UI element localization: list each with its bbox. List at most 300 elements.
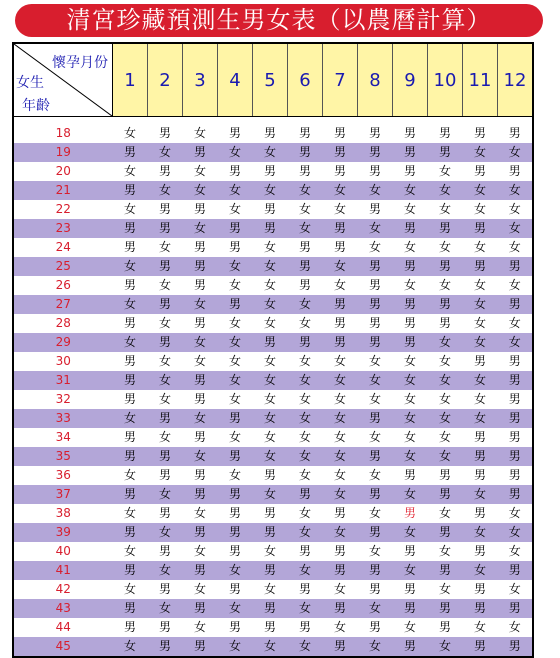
gender-cell: 男 — [358, 257, 393, 276]
gender-cell: 女 — [428, 542, 463, 561]
gender-cell: 女 — [148, 599, 183, 618]
table-row — [13, 542, 533, 561]
gender-cell: 男 — [288, 580, 323, 599]
gender-cell: 女 — [288, 295, 323, 314]
gender-cell: 女 — [288, 314, 323, 333]
gender-cell: 男 — [358, 124, 393, 143]
gender-cell: 男 — [183, 466, 218, 485]
table-row — [13, 333, 533, 352]
gender-cell: 女 — [288, 504, 323, 523]
gender-cell: 女 — [358, 637, 393, 657]
gender-cell: 女 — [218, 390, 253, 409]
age-cell: 44 — [13, 618, 113, 637]
month-header-5: 5 — [253, 43, 288, 117]
gender-cell: 女 — [463, 314, 498, 333]
gender-cell: 女 — [498, 580, 534, 599]
gender-cell: 女 — [358, 219, 393, 238]
gender-cell: 女 — [218, 181, 253, 200]
gender-cell: 女 — [113, 542, 148, 561]
gender-cell: 女 — [218, 276, 253, 295]
gender-cell: 女 — [323, 181, 358, 200]
gender-cell: 男 — [113, 523, 148, 542]
gender-cell: 女 — [428, 333, 463, 352]
age-cell: 41 — [13, 561, 113, 580]
gender-cell: 女 — [288, 371, 323, 390]
gender-cell: 女 — [288, 599, 323, 618]
gender-cell: 女 — [463, 561, 498, 580]
gender-cell: 女 — [183, 447, 218, 466]
gender-cell: 女 — [183, 295, 218, 314]
gender-cell: 男 — [148, 618, 183, 637]
table-row — [13, 181, 533, 200]
gender-cell: 男 — [183, 143, 218, 162]
gender-cell: 男 — [498, 295, 534, 314]
gender-cell: 男 — [498, 162, 534, 181]
gender-cell: 男 — [148, 295, 183, 314]
gender-cell: 女 — [183, 580, 218, 599]
gender-cell: 男 — [183, 428, 218, 447]
gender-cell: 男 — [148, 124, 183, 143]
gender-cell: 女 — [498, 618, 534, 637]
gender-cell: 男 — [218, 238, 253, 257]
gender-cell: 女 — [148, 276, 183, 295]
gender-cell: 女 — [463, 295, 498, 314]
gender-cell: 女 — [463, 200, 498, 219]
gender-cell: 女 — [323, 352, 358, 371]
gender-cell: 男 — [393, 219, 428, 238]
table-row — [13, 409, 533, 428]
gender-cell: 男 — [288, 238, 323, 257]
gender-cell: 女 — [113, 333, 148, 352]
gender-cell: 男 — [113, 371, 148, 390]
table-row — [13, 599, 533, 618]
age-cell: 23 — [13, 219, 113, 238]
age-cell: 32 — [13, 390, 113, 409]
gender-cell: 男 — [463, 352, 498, 371]
gender-cell: 女 — [323, 618, 358, 637]
gender-cell: 女 — [148, 352, 183, 371]
gender-cell: 男 — [358, 618, 393, 637]
gender-cell: 男 — [183, 637, 218, 657]
conception-month-label: 懷孕月份 — [52, 55, 108, 71]
gender-cell: 女 — [148, 485, 183, 504]
gender-cell: 女 — [358, 504, 393, 523]
gender-cell: 女 — [253, 390, 288, 409]
age-cell: 31 — [13, 371, 113, 390]
gender-cell: 男 — [113, 561, 148, 580]
gender-cell: 女 — [393, 276, 428, 295]
gender-cell: 男 — [253, 466, 288, 485]
gender-cell: 男 — [288, 333, 323, 352]
gender-cell: 女 — [148, 428, 183, 447]
gender-cell: 女 — [358, 390, 393, 409]
month-header-2: 2 — [148, 43, 183, 117]
gender-cell: 男 — [218, 162, 253, 181]
gender-cell: 女 — [498, 276, 534, 295]
age-cell: 25 — [13, 257, 113, 276]
gender-cell: 女 — [358, 352, 393, 371]
gender-cell: 男 — [253, 618, 288, 637]
gender-cell: 女 — [288, 561, 323, 580]
gender-cell: 男 — [393, 580, 428, 599]
gender-cell: 男 — [463, 428, 498, 447]
gender-cell: 男 — [428, 561, 463, 580]
table-row — [13, 580, 533, 599]
gender-cell: 女 — [288, 200, 323, 219]
gender-cell: 女 — [463, 390, 498, 409]
gender-cell: 男 — [323, 143, 358, 162]
gender-cell: 女 — [183, 333, 218, 352]
gender-cell: 女 — [323, 200, 358, 219]
gender-cell: 男 — [113, 599, 148, 618]
gender-cell: 男 — [393, 295, 428, 314]
gender-cell: 女 — [253, 314, 288, 333]
gender-cell: 女 — [498, 523, 534, 542]
table-row — [13, 447, 533, 466]
gender-cell: 女 — [183, 219, 218, 238]
gender-cell: 男 — [498, 371, 534, 390]
gender-cell: 女 — [148, 561, 183, 580]
header-spacer — [13, 117, 533, 125]
gender-cell: 女 — [253, 580, 288, 599]
gender-cell: 男 — [288, 618, 323, 637]
gender-cell: 女 — [253, 637, 288, 657]
age-cell: 43 — [13, 599, 113, 618]
gender-cell: 男 — [358, 295, 393, 314]
gender-cell: 女 — [218, 314, 253, 333]
gender-cell: 女 — [288, 523, 323, 542]
gender-cell: 女 — [428, 580, 463, 599]
gender-cell: 女 — [253, 352, 288, 371]
gender-cell: 女 — [113, 257, 148, 276]
gender-cell: 男 — [428, 143, 463, 162]
gender-cell: 男 — [323, 219, 358, 238]
gender-cell: 男 — [183, 276, 218, 295]
gender-cell: 男 — [148, 162, 183, 181]
gender-cell: 男 — [148, 257, 183, 276]
age-cell: 21 — [13, 181, 113, 200]
table-row — [13, 219, 533, 238]
gender-cell: 男 — [113, 485, 148, 504]
gender-cell: 女 — [218, 143, 253, 162]
table-row — [13, 200, 533, 219]
gender-cell: 男 — [498, 352, 534, 371]
gender-cell: 女 — [148, 143, 183, 162]
gender-cell: 男 — [183, 314, 218, 333]
gender-cell: 男 — [358, 409, 393, 428]
gender-cell: 男 — [148, 542, 183, 561]
gender-cell: 女 — [183, 618, 218, 637]
gender-cell: 女 — [358, 238, 393, 257]
age-cell: 45 — [13, 637, 113, 657]
gender-cell: 女 — [393, 390, 428, 409]
gender-cell: 女 — [463, 143, 498, 162]
gender-cell: 男 — [218, 124, 253, 143]
table-row — [13, 352, 533, 371]
gender-cell: 女 — [323, 580, 358, 599]
gender-cell: 男 — [393, 314, 428, 333]
gender-cell: 男 — [358, 580, 393, 599]
gender-cell: 女 — [428, 238, 463, 257]
mother-label: 女生 — [16, 75, 44, 91]
gender-cell: 女 — [358, 466, 393, 485]
gender-cell: 男 — [428, 485, 463, 504]
header-row — [13, 43, 533, 117]
gender-cell: 男 — [463, 162, 498, 181]
gender-cell: 女 — [428, 181, 463, 200]
gender-cell: 男 — [323, 124, 358, 143]
gender-cell: 男 — [323, 542, 358, 561]
gender-cell: 男 — [393, 124, 428, 143]
gender-cell: 女 — [288, 181, 323, 200]
table-row — [13, 162, 533, 181]
gender-cell: 女 — [358, 542, 393, 561]
age-cell: 20 — [13, 162, 113, 181]
gender-cell: 男 — [288, 485, 323, 504]
gender-cell: 男 — [463, 542, 498, 561]
gender-cell: 女 — [288, 637, 323, 657]
age-cell: 38 — [13, 504, 113, 523]
age-cell: 26 — [13, 276, 113, 295]
month-header-6: 6 — [288, 43, 323, 117]
gender-cell: 男 — [393, 542, 428, 561]
month-header-11: 11 — [463, 43, 498, 117]
month-header-7: 7 — [323, 43, 358, 117]
gender-cell: 女 — [463, 371, 498, 390]
table-row — [13, 637, 533, 657]
gender-cell: 男 — [113, 447, 148, 466]
gender-cell: 男 — [218, 485, 253, 504]
gender-cell: 男 — [358, 162, 393, 181]
gender-cell: 女 — [253, 428, 288, 447]
gender-cell: 男 — [183, 523, 218, 542]
gender-cell: 女 — [393, 238, 428, 257]
gender-cell: 男 — [323, 637, 358, 657]
gender-cell: 女 — [323, 485, 358, 504]
gender-cell: 男 — [393, 504, 428, 523]
gender-cell: 男 — [393, 162, 428, 181]
gender-cell: 男 — [288, 124, 323, 143]
gender-cell: 女 — [393, 181, 428, 200]
gender-cell: 男 — [218, 542, 253, 561]
gender-cell: 女 — [393, 485, 428, 504]
gender-cell: 男 — [428, 257, 463, 276]
gender-cell: 男 — [358, 200, 393, 219]
gender-cell: 男 — [358, 314, 393, 333]
gender-cell: 男 — [393, 466, 428, 485]
gender-cell: 女 — [498, 333, 534, 352]
gender-cell: 女 — [148, 314, 183, 333]
gender-cell: 男 — [393, 333, 428, 352]
gender-cell: 女 — [253, 485, 288, 504]
gender-cell: 女 — [393, 371, 428, 390]
table-row — [13, 238, 533, 257]
gender-cell: 女 — [288, 447, 323, 466]
table-row — [13, 466, 533, 485]
gender-cell: 女 — [463, 409, 498, 428]
gender-cell: 女 — [148, 238, 183, 257]
gender-cell: 女 — [253, 181, 288, 200]
age-cell: 29 — [13, 333, 113, 352]
gender-cell: 男 — [323, 504, 358, 523]
gender-cell: 男 — [148, 637, 183, 657]
gender-cell: 女 — [463, 181, 498, 200]
gender-cell: 女 — [253, 295, 288, 314]
gender-cell: 女 — [393, 447, 428, 466]
table-row — [13, 276, 533, 295]
gender-cell: 男 — [393, 143, 428, 162]
gender-cell: 男 — [393, 637, 428, 657]
gender-cell: 女 — [218, 428, 253, 447]
gender-cell: 男 — [253, 561, 288, 580]
gender-cell: 女 — [113, 200, 148, 219]
gender-cell: 女 — [218, 200, 253, 219]
table-row — [13, 314, 533, 333]
age-cell: 34 — [13, 428, 113, 447]
gender-cell: 女 — [428, 390, 463, 409]
gender-cell: 男 — [253, 504, 288, 523]
gender-cell: 女 — [498, 542, 534, 561]
gender-cell: 女 — [113, 504, 148, 523]
gender-cell: 女 — [218, 371, 253, 390]
gender-cell: 男 — [253, 333, 288, 352]
gender-cell: 男 — [393, 599, 428, 618]
gender-cell: 女 — [218, 637, 253, 657]
gender-cell: 女 — [393, 352, 428, 371]
gender-cell: 女 — [218, 257, 253, 276]
gender-cell: 女 — [323, 466, 358, 485]
gender-cell: 男 — [358, 276, 393, 295]
gender-cell: 女 — [323, 371, 358, 390]
gender-cell: 男 — [498, 428, 534, 447]
gender-cell: 女 — [288, 219, 323, 238]
gender-cell: 女 — [428, 200, 463, 219]
gender-cell: 男 — [113, 390, 148, 409]
gender-cell: 男 — [183, 390, 218, 409]
gender-cell: 女 — [148, 523, 183, 542]
gender-cell: 男 — [323, 314, 358, 333]
age-cell: 18 — [13, 124, 113, 143]
gender-cell: 男 — [428, 219, 463, 238]
gender-cell: 女 — [428, 447, 463, 466]
gender-cell: 男 — [358, 447, 393, 466]
gender-cell: 女 — [463, 238, 498, 257]
month-header-8: 8 — [358, 43, 393, 117]
gender-cell: 女 — [113, 637, 148, 657]
gender-cell: 男 — [393, 257, 428, 276]
gender-cell: 女 — [463, 333, 498, 352]
gender-cell: 男 — [113, 618, 148, 637]
gender-cell: 女 — [288, 428, 323, 447]
gender-cell: 男 — [218, 504, 253, 523]
gender-cell: 女 — [498, 219, 534, 238]
gender-cell: 男 — [148, 219, 183, 238]
page-title: 清宮珍藏預測生男女表（以農曆計算） — [15, 4, 543, 37]
gender-cell: 男 — [148, 504, 183, 523]
gender-cell: 女 — [393, 428, 428, 447]
gender-cell: 女 — [428, 637, 463, 657]
gender-cell: 男 — [358, 561, 393, 580]
table-row — [13, 485, 533, 504]
gender-cell: 女 — [113, 124, 148, 143]
gender-cell: 男 — [148, 333, 183, 352]
gender-cell: 女 — [148, 371, 183, 390]
gender-cell: 男 — [253, 599, 288, 618]
age-cell: 42 — [13, 580, 113, 599]
gender-cell: 男 — [148, 200, 183, 219]
gender-cell: 男 — [498, 124, 534, 143]
gender-cell: 男 — [288, 542, 323, 561]
gender-cell: 男 — [183, 599, 218, 618]
table-row — [13, 618, 533, 637]
gender-cell: 女 — [288, 409, 323, 428]
gender-cell: 男 — [358, 485, 393, 504]
gender-cell: 男 — [463, 124, 498, 143]
gender-cell: 男 — [218, 219, 253, 238]
table-row — [13, 295, 533, 314]
gender-cell: 女 — [428, 352, 463, 371]
gender-cell: 女 — [358, 371, 393, 390]
gender-cell: 女 — [323, 409, 358, 428]
gender-cell: 女 — [113, 295, 148, 314]
gender-cell: 女 — [218, 466, 253, 485]
month-header-3: 3 — [183, 43, 218, 117]
gender-cell: 男 — [148, 466, 183, 485]
gender-cell: 女 — [218, 561, 253, 580]
age-cell: 24 — [13, 238, 113, 257]
age-cell: 40 — [13, 542, 113, 561]
gender-cell: 男 — [113, 238, 148, 257]
gender-cell: 女 — [498, 200, 534, 219]
age-cell: 36 — [13, 466, 113, 485]
gender-cell: 男 — [358, 143, 393, 162]
gender-cell: 女 — [183, 181, 218, 200]
gender-cell: 女 — [498, 181, 534, 200]
gender-cell: 女 — [498, 238, 534, 257]
gender-cell: 男 — [253, 162, 288, 181]
age-cell: 28 — [13, 314, 113, 333]
table-row — [13, 124, 533, 143]
gender-cell: 女 — [288, 352, 323, 371]
gender-cell: 女 — [498, 504, 534, 523]
gender-cell: 男 — [113, 219, 148, 238]
gender-cell: 女 — [253, 238, 288, 257]
gender-cell: 女 — [428, 276, 463, 295]
month-header-10: 10 — [428, 43, 463, 117]
gender-cell: 男 — [288, 143, 323, 162]
gender-cell: 女 — [253, 371, 288, 390]
age-cell: 27 — [13, 295, 113, 314]
gender-cell: 男 — [113, 428, 148, 447]
gender-cell: 男 — [183, 371, 218, 390]
gender-cell: 男 — [323, 238, 358, 257]
gender-cell: 男 — [463, 637, 498, 657]
gender-cell: 男 — [323, 561, 358, 580]
gender-cell: 女 — [463, 276, 498, 295]
gender-cell: 女 — [358, 599, 393, 618]
gender-cell: 女 — [288, 390, 323, 409]
gender-cell: 女 — [498, 143, 534, 162]
gender-cell: 男 — [253, 219, 288, 238]
gender-cell: 男 — [113, 143, 148, 162]
age-cell: 19 — [13, 143, 113, 162]
gender-cell: 男 — [183, 485, 218, 504]
gender-cell: 女 — [393, 561, 428, 580]
gender-cell: 男 — [183, 561, 218, 580]
gender-cell: 男 — [428, 523, 463, 542]
gender-cell: 女 — [253, 143, 288, 162]
gender-cell: 男 — [428, 618, 463, 637]
